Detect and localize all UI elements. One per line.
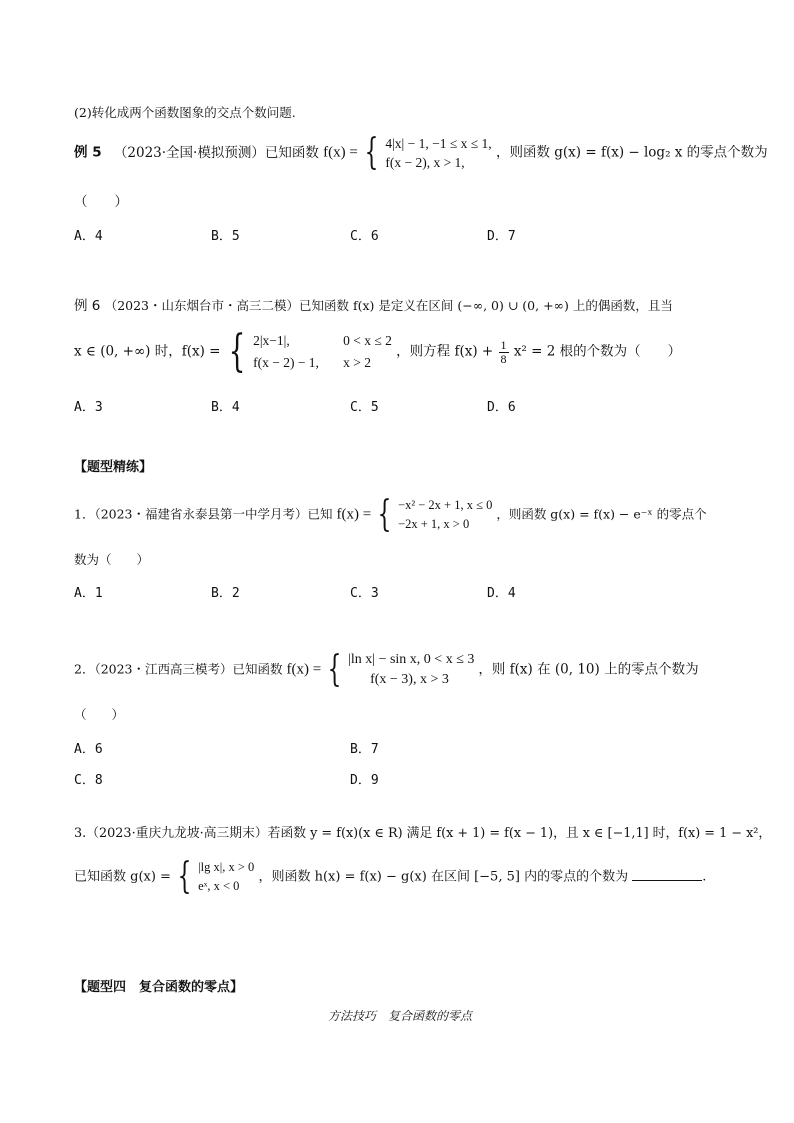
option-c[interactable]: C．6 [350,229,379,244]
option-d[interactable]: D．7 [487,229,516,244]
option-d[interactable]: D．9 [350,773,379,788]
option-a[interactable]: A．6 [74,742,103,757]
example-line-1: （2023・山东烟台市・高三二模）已知函数 f(x) 是定义在区间 (−∞, 0) ∪ (0, +∞) 上的偶函数，且当 [104,298,673,313]
method-title: 方法技巧 复合函数的零点 [328,1009,473,1023]
example-6-formula [74,326,682,377]
section-heading-4: 【题型四 复合函数的零点】 [74,980,244,995]
example-label: 例 5 [74,144,102,161]
option-a[interactable]: A．3 [74,400,103,415]
problem-1-line-2: 数为（ ） [74,552,150,567]
answer-paren: （ ） [74,707,125,722]
function-name: f(x) = [323,144,358,161]
problem-1 [74,496,707,534]
numerator: 1 [500,337,507,352]
problem-2 [74,650,699,690]
question-tail: ，则函数 g(x) = f(x) − e⁻ˣ 的零点个 [496,506,707,522]
case-2: f(x − 2), x > 1, [385,155,465,170]
function-name: f(x) = [336,506,372,523]
problem-source: 2．（2023・江西高三模考）已知函数 [74,661,283,677]
denominator: 8 [500,351,507,366]
equation-part-1: ，则方程 f(x) + [396,343,494,360]
option-c[interactable]: C．8 [74,773,103,788]
section-heading-practice: 【题型精练】 [74,460,153,475]
option-b[interactable]: B．4 [211,400,240,415]
piecewise-cases [348,650,474,690]
example-6 [74,294,673,314]
given-function: 已知函数 g(x) = [74,869,171,885]
example-label: 例 6 [74,298,101,314]
case-2: −2x + 1, x > 0 [398,517,470,531]
options-grid [74,738,714,786]
case-1: 2|x−1|, 0 < x ≤ 2 [253,333,392,348]
option-b[interactable]: B．5 [211,229,240,244]
problem-3-line-1: 3.（2023·重庆九龙坡·高三期末）若函数 y = f(x)(x ∈ R) 满足 f(x + 1) = f(x − 1)，且 x ∈ [−1,1] 时，f(x) = 1 − x²， [74,826,772,841]
option-a[interactable]: A．1 [74,586,103,601]
answer-blank[interactable] [632,868,702,881]
piecewise-cases [385,134,491,172]
equation-part-2: x² = 2 根的个数为（ ） [513,343,682,360]
case-2: eˣ, x < 0 [198,879,240,893]
case-1: |ln x| − sin x, 0 < x ≤ 3 [348,652,475,667]
fraction [499,339,509,366]
option-b[interactable]: B．2 [211,586,240,601]
option-c[interactable]: C．3 [350,586,379,601]
problem-source: 1．（2023・福建省永泰县第一中学月考）已知 [74,506,333,522]
left-brace: { [364,132,379,173]
piecewise-cases [253,330,392,374]
answer-paren: （ ） [74,194,128,210]
left-brace: { [327,649,342,690]
option-b[interactable]: B．7 [350,742,379,757]
function-name: f(x) = [286,661,322,678]
option-d[interactable]: D．4 [487,586,516,601]
case-2: f(x − 2) − 1, x > 2 [253,355,371,370]
question-tail: ，则 f(x) 在 (0, 10) 上的零点个数为 [478,661,699,678]
problem-3-line-2 [74,858,706,896]
piecewise-cases [398,496,492,534]
case-1: |lg x|, x > 0 [198,860,255,874]
intro-line: (2)转化成两个函数图象的交点个数问题. [74,105,296,120]
option-c[interactable]: C．5 [350,400,379,415]
option-d[interactable]: D．6 [487,400,516,415]
question-tail: ，则函数 h(x) = f(x) − g(x) 在区间 [−5, 5] 内的零点的个数为 [258,869,629,885]
piecewise-cases [198,858,254,896]
case-1: 4|x| − 1, −1 ≤ x ≤ 1, [385,136,492,151]
left-brace: { [228,326,246,377]
case-2: f(x − 3), x > 3 [370,672,449,687]
option-a[interactable]: A．4 [74,229,103,244]
question-tail: ，则函数 g(x) = f(x) − log₂ x 的零点个数为 [495,144,768,161]
example-source: （2023·全国·模拟预测）已知函数 [113,144,319,161]
left-brace: { [177,856,192,897]
case-1: −x² − 2x + 1, x ≤ 0 [398,498,493,512]
example-5 [74,134,768,172]
left-brace: { [377,494,392,535]
condition: x ∈ (0, +∞) 时，f(x) = [74,343,221,360]
period: . [702,869,707,885]
